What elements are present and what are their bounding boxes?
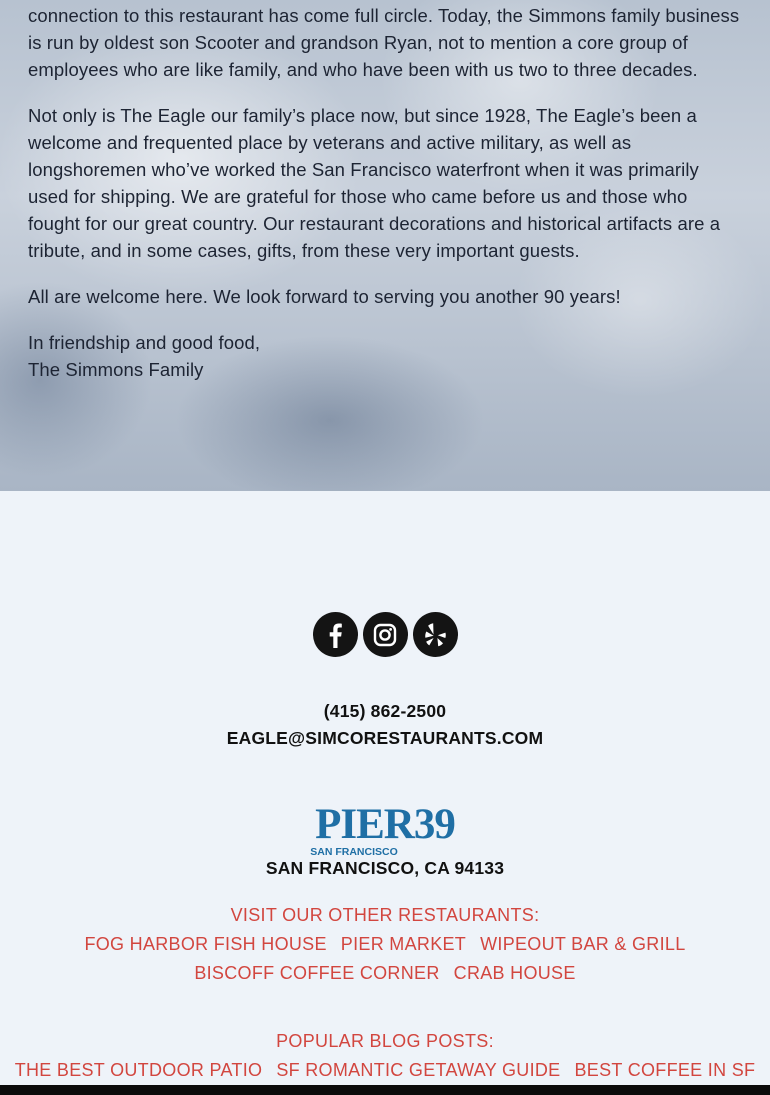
- address: SAN FRANCISCO, CA 94133: [265, 858, 505, 878]
- story-paragraph: connection to this restaurant has come full circle. Today, the Simmons family business is run by oldest son Scooter and grandson Ryan, not to mention a core group of employees who are like family, and who have been with us two to three decades.: [28, 5, 740, 80]
- instagram-link[interactable]: [363, 612, 408, 657]
- signature-line: The Simmons Family: [28, 359, 204, 380]
- yelp-link[interactable]: [413, 612, 458, 657]
- logo-subtitle: SAN FRANCISCO: [310, 846, 398, 856]
- story-signoff: [28, 329, 740, 383]
- instagram-icon: [373, 623, 397, 647]
- social-links: [0, 612, 770, 657]
- blog-link-outdoor-patio[interactable]: THE BEST OUTDOOR PATIO: [14, 1060, 263, 1080]
- restaurant-link-pier-market[interactable]: PIER MARKET: [340, 934, 467, 954]
- blog-link-romantic-getaway[interactable]: SF ROMANTIC GETAWAY GUIDE: [276, 1060, 561, 1080]
- logo-wordmark: PIER39: [315, 801, 455, 848]
- facebook-icon: [324, 622, 346, 648]
- restaurant-links-row-2: [0, 963, 770, 984]
- story-paragraph: Not only is The Eagle our family’s place now, but since 1928, The Eagle’s been a welcome and frequented place by veterans and active military, as well as longshoremen who’ve worked the San Francisco waterfront when it was primarily used for shipping. We are grateful for those who came before us and those who fought for our great country. Our restaurant decorations and historical artifacts are a tribute, and in some cases, gifts, from these very important guests.: [28, 105, 721, 261]
- blog-links-row: [0, 1060, 770, 1081]
- restaurant-link-crab-house[interactable]: CRAB HOUSE: [453, 963, 576, 983]
- restaurant-links-row-1: [0, 934, 770, 955]
- story-text: [28, 2, 740, 383]
- story-section: [0, 0, 770, 491]
- restaurant-link-fog-harbor[interactable]: FOG HARBOR FISH HOUSE: [84, 934, 327, 954]
- phone-number[interactable]: (415) 862-2500: [323, 701, 447, 721]
- email-address[interactable]: EAGLE@SIMCORESTAURANTS.COM: [226, 728, 544, 748]
- restaurant-link-biscoff[interactable]: BISCOFF COFFEE CORNER: [194, 963, 440, 983]
- site-footer: [0, 491, 770, 1085]
- blog-link-best-coffee[interactable]: BEST COFFEE IN SF: [574, 1060, 756, 1080]
- pier39-logo[interactable]: [296, 800, 474, 856]
- closing-line: In friendship and good food,: [28, 332, 261, 353]
- other-restaurants-heading: VISIT OUR OTHER RESTAURANTS:: [230, 905, 540, 925]
- blog-heading: POPULAR BLOG POSTS:: [276, 1031, 494, 1051]
- bottom-bar: [0, 1085, 770, 1095]
- story-paragraph: All are welcome here. We look forward to serving you another 90 years!: [28, 286, 621, 307]
- yelp-icon: [423, 622, 447, 648]
- restaurant-link-wipeout[interactable]: WIPEOUT BAR & GRILL: [480, 934, 686, 954]
- facebook-link[interactable]: [313, 612, 358, 657]
